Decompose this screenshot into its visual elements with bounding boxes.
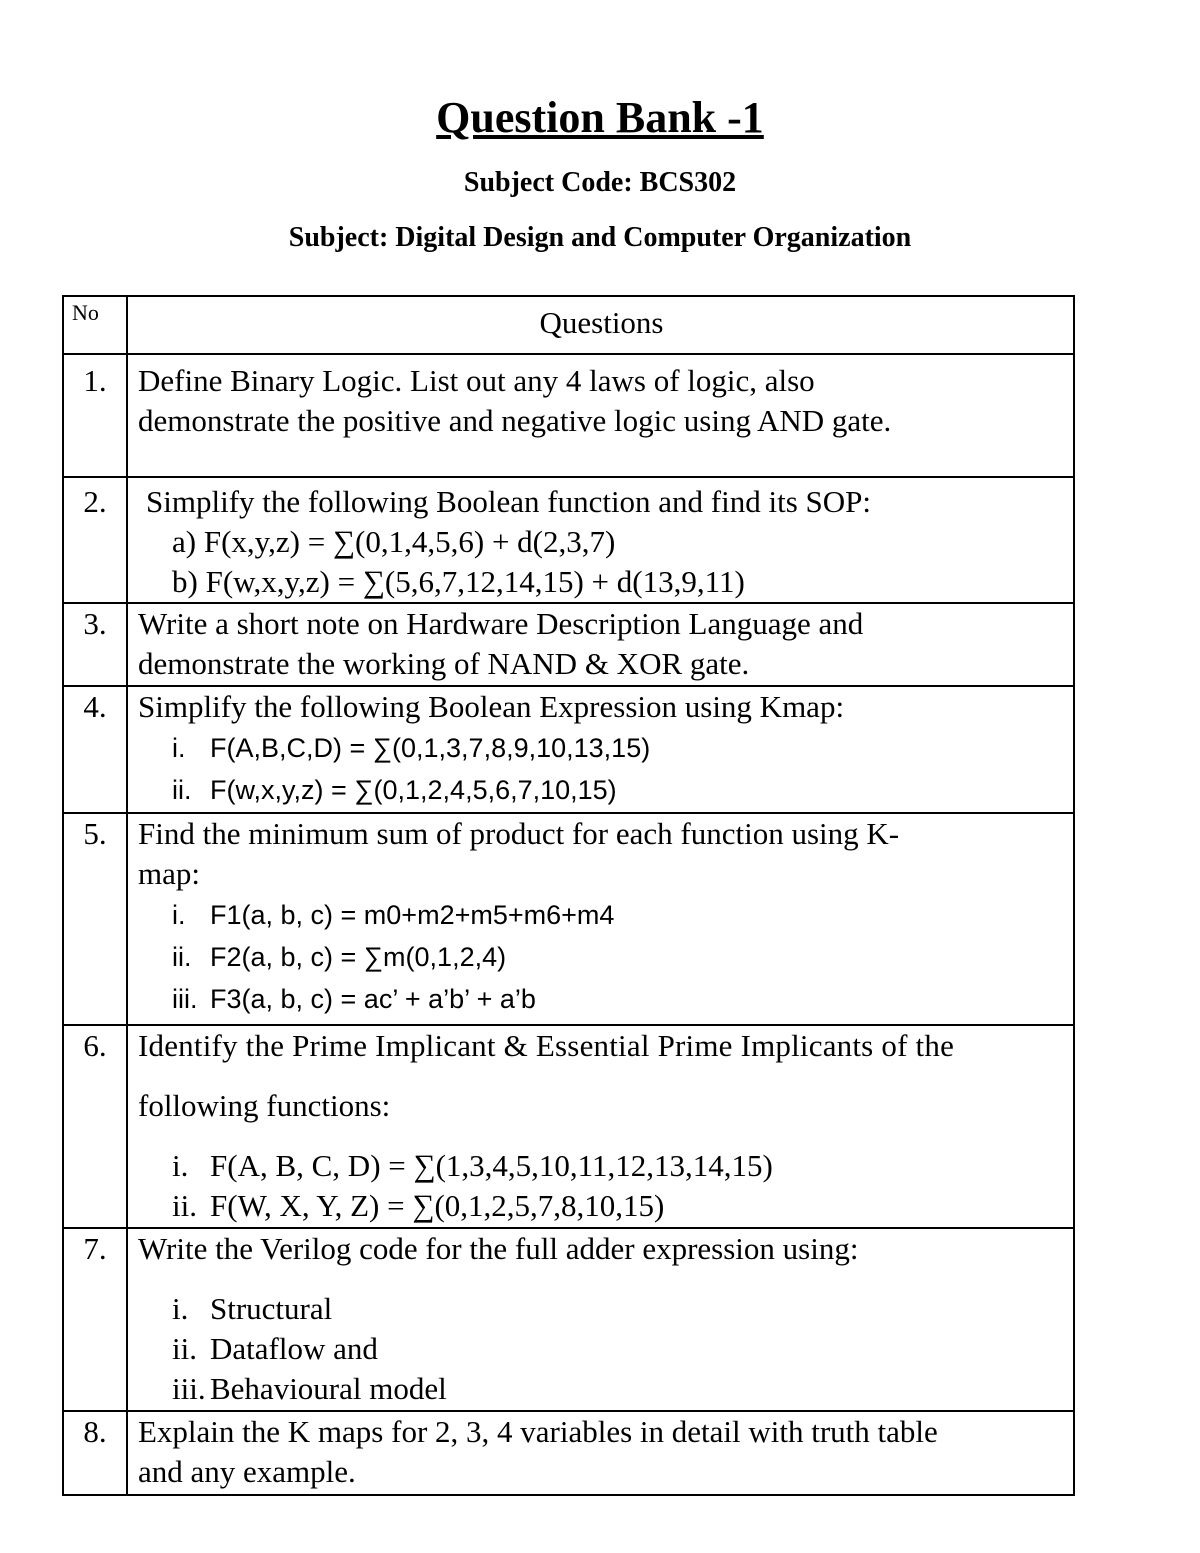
question-number: 2. (63, 477, 127, 603)
sub-item: i. F(A, B, C, D) = ∑(1,3,4,5,10,11,12,13,14,15) (172, 1148, 773, 1183)
question-subpart: b) F(w,x,y,z) = ∑(5,6,7,12,14,15) + d(13,9,11) (172, 564, 745, 599)
question-number: 6. (63, 1025, 127, 1228)
sub-item: ii. F(w,x,y,z) = ∑(0,1,2,4,5,6,7,10,15) (172, 775, 617, 805)
table-row (63, 813, 1074, 1025)
sub-item: i. F1(a, b, c) = m0+m2+m5+m6+m4 (172, 900, 615, 930)
question-text (127, 477, 1074, 603)
sub-item: ii. F(W, X, Y, Z) = ∑(0,1,2,5,7,8,10,15) (172, 1188, 665, 1223)
question-line: and any example. (138, 1454, 356, 1489)
question-text (127, 813, 1074, 1025)
question-number: 5. (63, 813, 127, 1025)
question-line: Identify the Prime Implicant & Essential Prime Implicants of the (138, 1028, 955, 1063)
table-row (63, 686, 1074, 813)
question-text (127, 1228, 1074, 1411)
table-row (63, 477, 1074, 603)
question-line: demonstrate the positive and negative logic using AND gate. (138, 403, 892, 438)
table-header-row (63, 296, 1074, 354)
question-line: Explain the K maps for 2, 3, 4 variables in detail with truth table (138, 1414, 938, 1449)
question-line: demonstrate the working of NAND & XOR gate. (138, 646, 750, 681)
question-number: 3. (63, 603, 127, 686)
sub-item: i. F(A,B,C,D) = ∑(0,1,3,7,8,9,10,13,15) (172, 733, 651, 763)
table-row (63, 1228, 1074, 1411)
subject-code: Subject Code: BCS302 (463, 167, 737, 198)
table-row (63, 354, 1074, 477)
column-header-questions: Questions (127, 296, 1074, 354)
question-table (62, 295, 1075, 1496)
subject-name: Subject: Digital Design and Computer Organization (288, 222, 912, 253)
question-subpart: a) F(x,y,z) = ∑(0,1,4,5,6) + d(2,3,7) (172, 524, 616, 559)
question-number: 4. (63, 686, 127, 813)
question-number: 8. (63, 1411, 127, 1495)
question-number: 1. (63, 354, 127, 477)
question-text (127, 1411, 1074, 1495)
column-header-no: No (63, 296, 127, 354)
sub-item: ii. F2(a, b, c) = ∑m(0,1,2,4) (172, 942, 507, 972)
question-line: Simplify the following Boolean function and find its SOP: (146, 484, 872, 519)
table-row (63, 1411, 1074, 1495)
question-text (127, 686, 1074, 813)
sub-item: iii. Behavioural model (172, 1371, 447, 1406)
sub-item: ii. Dataflow and (172, 1331, 378, 1366)
question-text (127, 603, 1074, 686)
table-row (63, 1025, 1074, 1228)
page-title: Question Bank -1 (436, 93, 764, 142)
table-row (63, 603, 1074, 686)
sub-item: iii. F3(a, b, c) = ac’ + a’b’ + a’b (172, 984, 536, 1014)
question-line: Define Binary Logic. List out any 4 laws of logic, also (138, 363, 815, 398)
question-text (127, 1025, 1074, 1228)
question-line: following functions: (138, 1088, 391, 1123)
question-text (127, 354, 1074, 477)
sub-item: i. Structural (172, 1291, 333, 1326)
question-line: map: (138, 856, 200, 891)
question-line: Simplify the following Boolean Expression using Kmap: (138, 689, 845, 724)
question-line: Write a short note on Hardware Description Language and (138, 606, 864, 641)
question-line: Write the Verilog code for the full adder expression using: (138, 1231, 859, 1266)
question-line: Find the minimum sum of product for each function using K- (138, 816, 900, 851)
question-number: 7. (63, 1228, 127, 1411)
